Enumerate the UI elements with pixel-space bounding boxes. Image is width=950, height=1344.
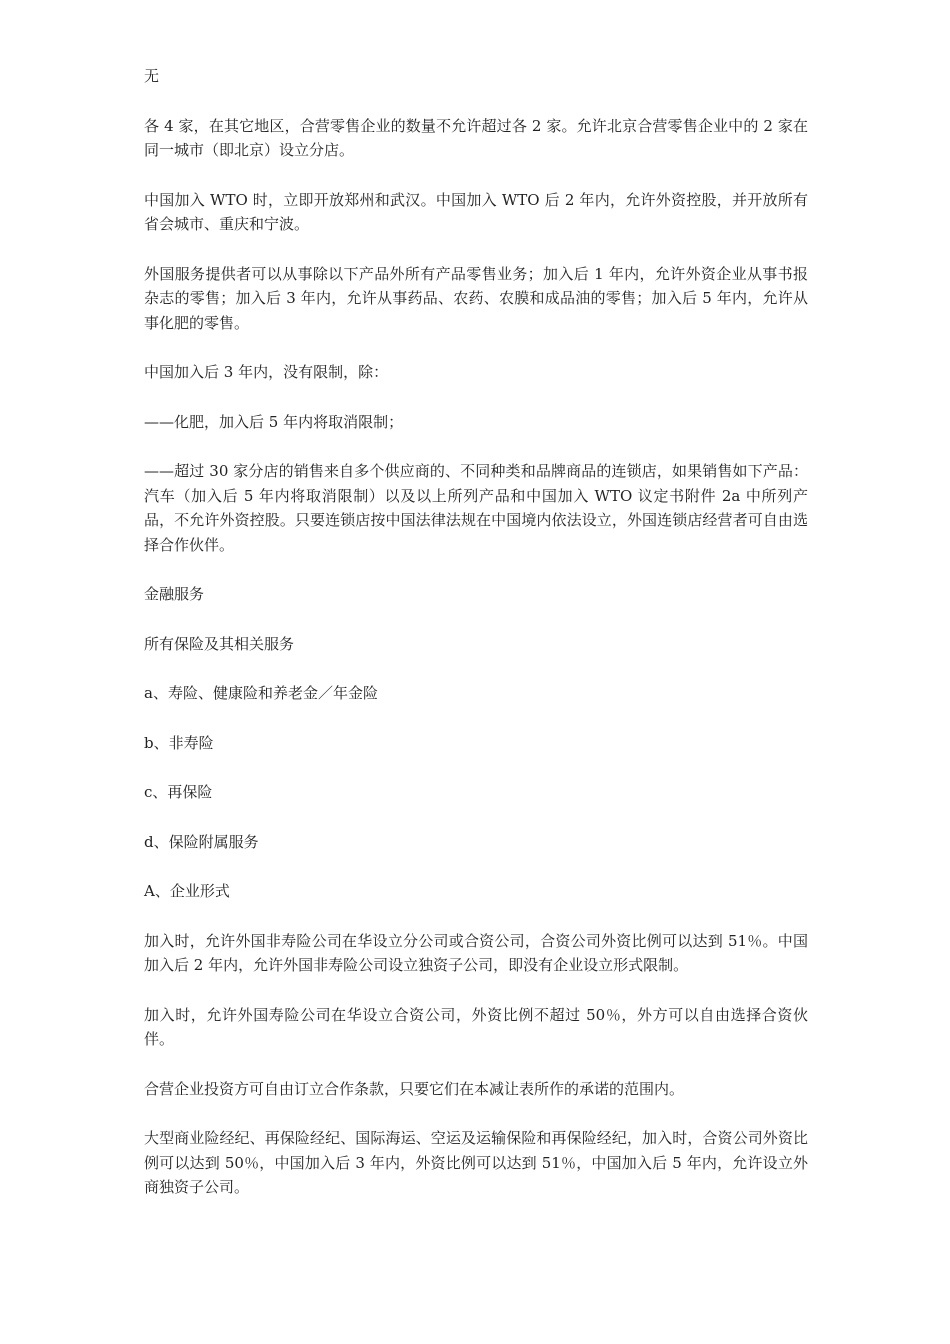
heading-insurance-services: 所有保险及其相关服务 bbox=[144, 634, 295, 653]
heading-enterprise-form: A、企业形式 bbox=[144, 882, 230, 900]
paragraph-retail-products: 外国服务提供者可以从事除以下产品外所有产品零售业务；加入后 1 年内，允许外资企业从事书报杂志的零售；加入后 3 年内，允许从事药品、农药、农膜和成品油的零售；加入后 5 年内，允许从事化肥的零售。 bbox=[144, 264, 808, 332]
paragraph-no-restriction: 中国加入后 3 年内，没有限制，除： bbox=[144, 363, 389, 381]
paragraph-jv-terms: 合营企业投资方可自由订立合作条款，只要它们在本减让表所作的承诺的范围内。 bbox=[144, 1079, 685, 1098]
paragraph-chain-stores: ——超过 30 家分店的销售来自多个供应商的、不同种类和品牌商品的连锁店，如果销售如下产品：汽车（加入后 5 年内将取消限制）以及以上所列产品和中国加入 WTO 议定书附件 2a 中所列产品，不允许外资控股。只要连锁店按中国法律法规在中国境内依法设立，外国连锁店经营者可自由选择合作伙伴。 bbox=[144, 462, 808, 554]
list-item-reinsurance: c、再保险 bbox=[144, 783, 213, 801]
paragraph-fertilizer: ——化肥，加入后 5 年内将取消限制； bbox=[144, 412, 404, 431]
document-page bbox=[144, 64, 808, 1225]
list-item-insurance-auxiliary: d、保险附属服务 bbox=[144, 832, 259, 851]
heading-financial-services: 金融服务 bbox=[144, 585, 205, 603]
list-item-life-insurance: a、寿险、健康险和养老金／年金险 bbox=[144, 684, 378, 702]
list-item-non-life-insurance: b、非寿险 bbox=[144, 733, 214, 752]
paragraph-brokerage: 大型商业险经纪、再保险经纪、国际海运、空运及运输保险和再保险经纪，加入时，合资公司外资比例可以达到 50％，中国加入后 3 年内，外资比例可以达到 51％，中国加入后 5 年内，允许设立外商独资子公司。 bbox=[144, 1129, 808, 1196]
paragraph-non-life-companies: 加入时，允许外国非寿险公司在华设立分公司或合资公司，合资公司外资比例可以达到 51％。中国加入后 2 年内，允许外国非寿险公司设立独资子公司，即没有企业设立形式限制。 bbox=[144, 931, 808, 974]
paragraph-life-companies: 加入时，允许外国寿险公司在华设立合资公司，外资比例不超过 50％，外方可以自由选择合资伙伴。 bbox=[144, 1005, 808, 1048]
paragraph-retail-jv-count: 各 4 家，在其它地区，合营零售企业的数量不允许超过各 2 家。允许北京合营零售企业中的 2 家在同一城市（即北京）设立分店。 bbox=[144, 116, 808, 159]
paragraph-wto-cities: 中国加入 WTO 时，立即开放郑州和武汉。中国加入 WTO 后 2 年内，允许外资控股，并开放所有省会城市、重庆和宁波。 bbox=[144, 190, 808, 233]
paragraph-none: 无 bbox=[144, 67, 160, 85]
